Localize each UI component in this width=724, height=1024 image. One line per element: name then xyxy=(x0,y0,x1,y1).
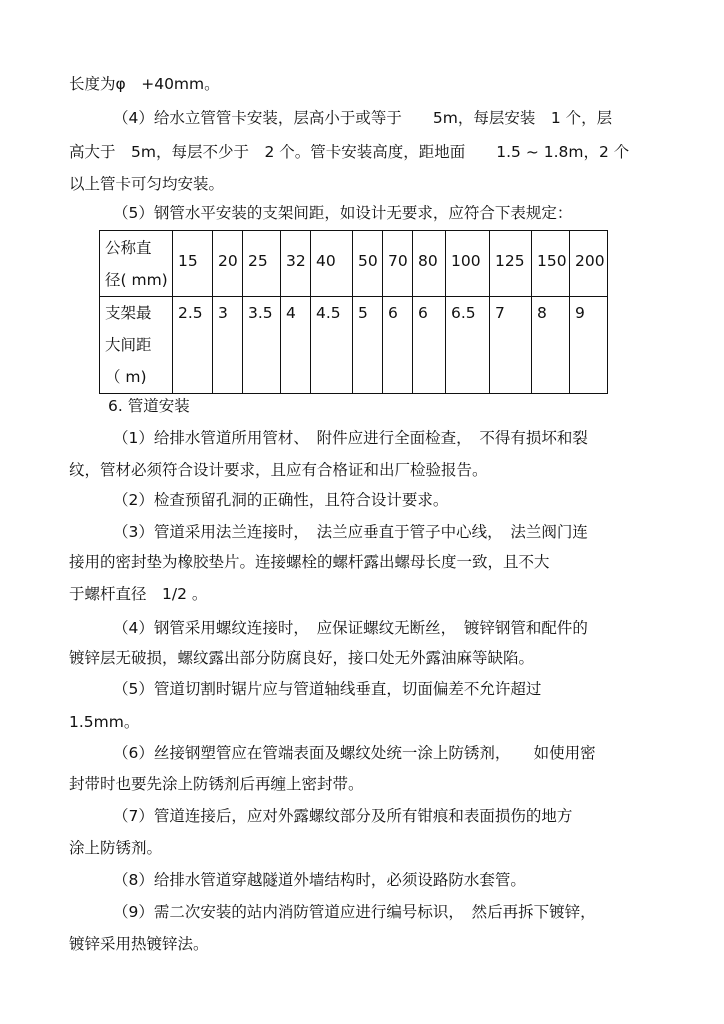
text-line-11: 接用的密封垫为橡胶垫片。连接螺栓的螺杆露出螺母长度一致，且不大 xyxy=(69,553,550,571)
table-cell-spacing: 5 xyxy=(353,297,383,394)
table-header-cell-spacing xyxy=(100,297,173,394)
text-line-15: （5）管道切割时锯片应与管道轴线垂直，切面偏差不允许超过 xyxy=(113,680,542,698)
spacing-label-line-2: 大间距 xyxy=(105,336,152,354)
table-cell-diameter: 125 xyxy=(490,231,532,297)
text-line-16: 1.5mm。 xyxy=(69,713,140,731)
table-cell-spacing: 3 xyxy=(213,297,243,394)
table-cell-diameter: 70 xyxy=(383,231,413,297)
table-cell-diameter: 200 xyxy=(570,231,608,297)
spacing-label-line-3: （ m) xyxy=(105,368,147,386)
table-cell-diameter: 50 xyxy=(353,231,383,297)
table-cell-diameter: 40 xyxy=(311,231,353,297)
text-line-13: （4）钢管采用螺纹连接时， 应保证螺纹无断丝， 镀锌钢管和配件的 xyxy=(113,619,588,637)
table-cell-spacing: 2.5 xyxy=(173,297,213,394)
text-line-14: 镀锌层无破损，螺纹露出部分防腐良好，接口处无外露油麻等缺陷。 xyxy=(69,649,535,667)
spacing-label-line-1: 支架最 xyxy=(105,304,152,322)
text-line-10: （3）管道采用法兰连接时， 法兰应垂直于管子中心线， 法兰阀门连 xyxy=(113,523,588,541)
table-cell-spacing: 7 xyxy=(490,297,532,394)
header-label-line-1: 公称直 xyxy=(105,239,152,257)
section-heading: 6. 管道安装 xyxy=(108,397,190,415)
table-cell-diameter: 150 xyxy=(532,231,570,297)
text-line-3: 高大于 5m，每层不少于 2 个。管卡安装高度，距地面 1.5 ~ 1.8m，2 个 xyxy=(69,143,630,161)
table-cell-spacing: 4.5 xyxy=(311,297,353,394)
table-cell-spacing: 6 xyxy=(413,297,446,394)
table-header-cell-diameter xyxy=(100,231,173,297)
text-line-18: 封带时也要先涂上防锈剂后再缠上密封带。 xyxy=(69,775,364,793)
text-line-23: 镀锌采用热镀锌法。 xyxy=(69,935,209,953)
text-line-9: （2）检查预留孔洞的正确性，且符合设计要求。 xyxy=(113,491,449,509)
text-line-5: （5）钢管水平安装的支架间距，如设计无要求，应符合下表规定： xyxy=(113,204,573,222)
table-cell-spacing: 8 xyxy=(532,297,570,394)
table-cell-diameter: 25 xyxy=(243,231,281,297)
table-row-spacing xyxy=(100,297,608,394)
table-cell-spacing: 6.5 xyxy=(446,297,490,394)
table-cell-diameter: 80 xyxy=(413,231,446,297)
text-line-21: （8）给排水管道穿越隧道外墙结构时，必须设路防水套管。 xyxy=(113,871,526,889)
support-spacing-table xyxy=(99,230,608,394)
text-line-22: （9）需二次安装的站内消防管道应进行编号标识， 然后再拆下镀锌， xyxy=(113,903,596,921)
table-cell-spacing: 9 xyxy=(570,297,608,394)
table-cell-diameter: 20 xyxy=(213,231,243,297)
table-row-diameter xyxy=(100,231,608,297)
table-cell-spacing: 6 xyxy=(383,297,413,394)
text-line-1: 长度为φ +40mm。 xyxy=(69,75,220,93)
text-line-19: （7）管道连接后，应对外露螺纹部分及所有钳痕和表面损伤的地方 xyxy=(113,807,573,825)
text-line-17: （6）丝接钢塑管应在管端表面及螺纹处统一涂上防锈剂， 如使用密 xyxy=(113,744,596,762)
header-label-line-2: 径( mm) xyxy=(105,271,168,289)
text-line-7: （1）给排水管道所用管材、 附件应进行全面检查， 不得有损坏和裂 xyxy=(113,429,588,447)
text-line-4: 以上管卡可匀均安装。 xyxy=(69,175,225,193)
text-line-20: 涂上防锈剂。 xyxy=(69,839,163,857)
text-line-2: （4）给水立管管卡安装，层高小于或等于 5m，每层安装 1 个，层 xyxy=(113,109,613,127)
table-cell-diameter: 15 xyxy=(173,231,213,297)
text-line-8: 纹，管材必须符合设计要求，且应有合格证和出厂检验报告。 xyxy=(69,461,488,479)
table-cell-diameter: 100 xyxy=(446,231,490,297)
text-line-12: 于螺杆直径 1/2 。 xyxy=(69,585,208,603)
table-cell-spacing: 3.5 xyxy=(243,297,281,394)
table-cell-spacing: 4 xyxy=(281,297,311,394)
table-cell-diameter: 32 xyxy=(281,231,311,297)
